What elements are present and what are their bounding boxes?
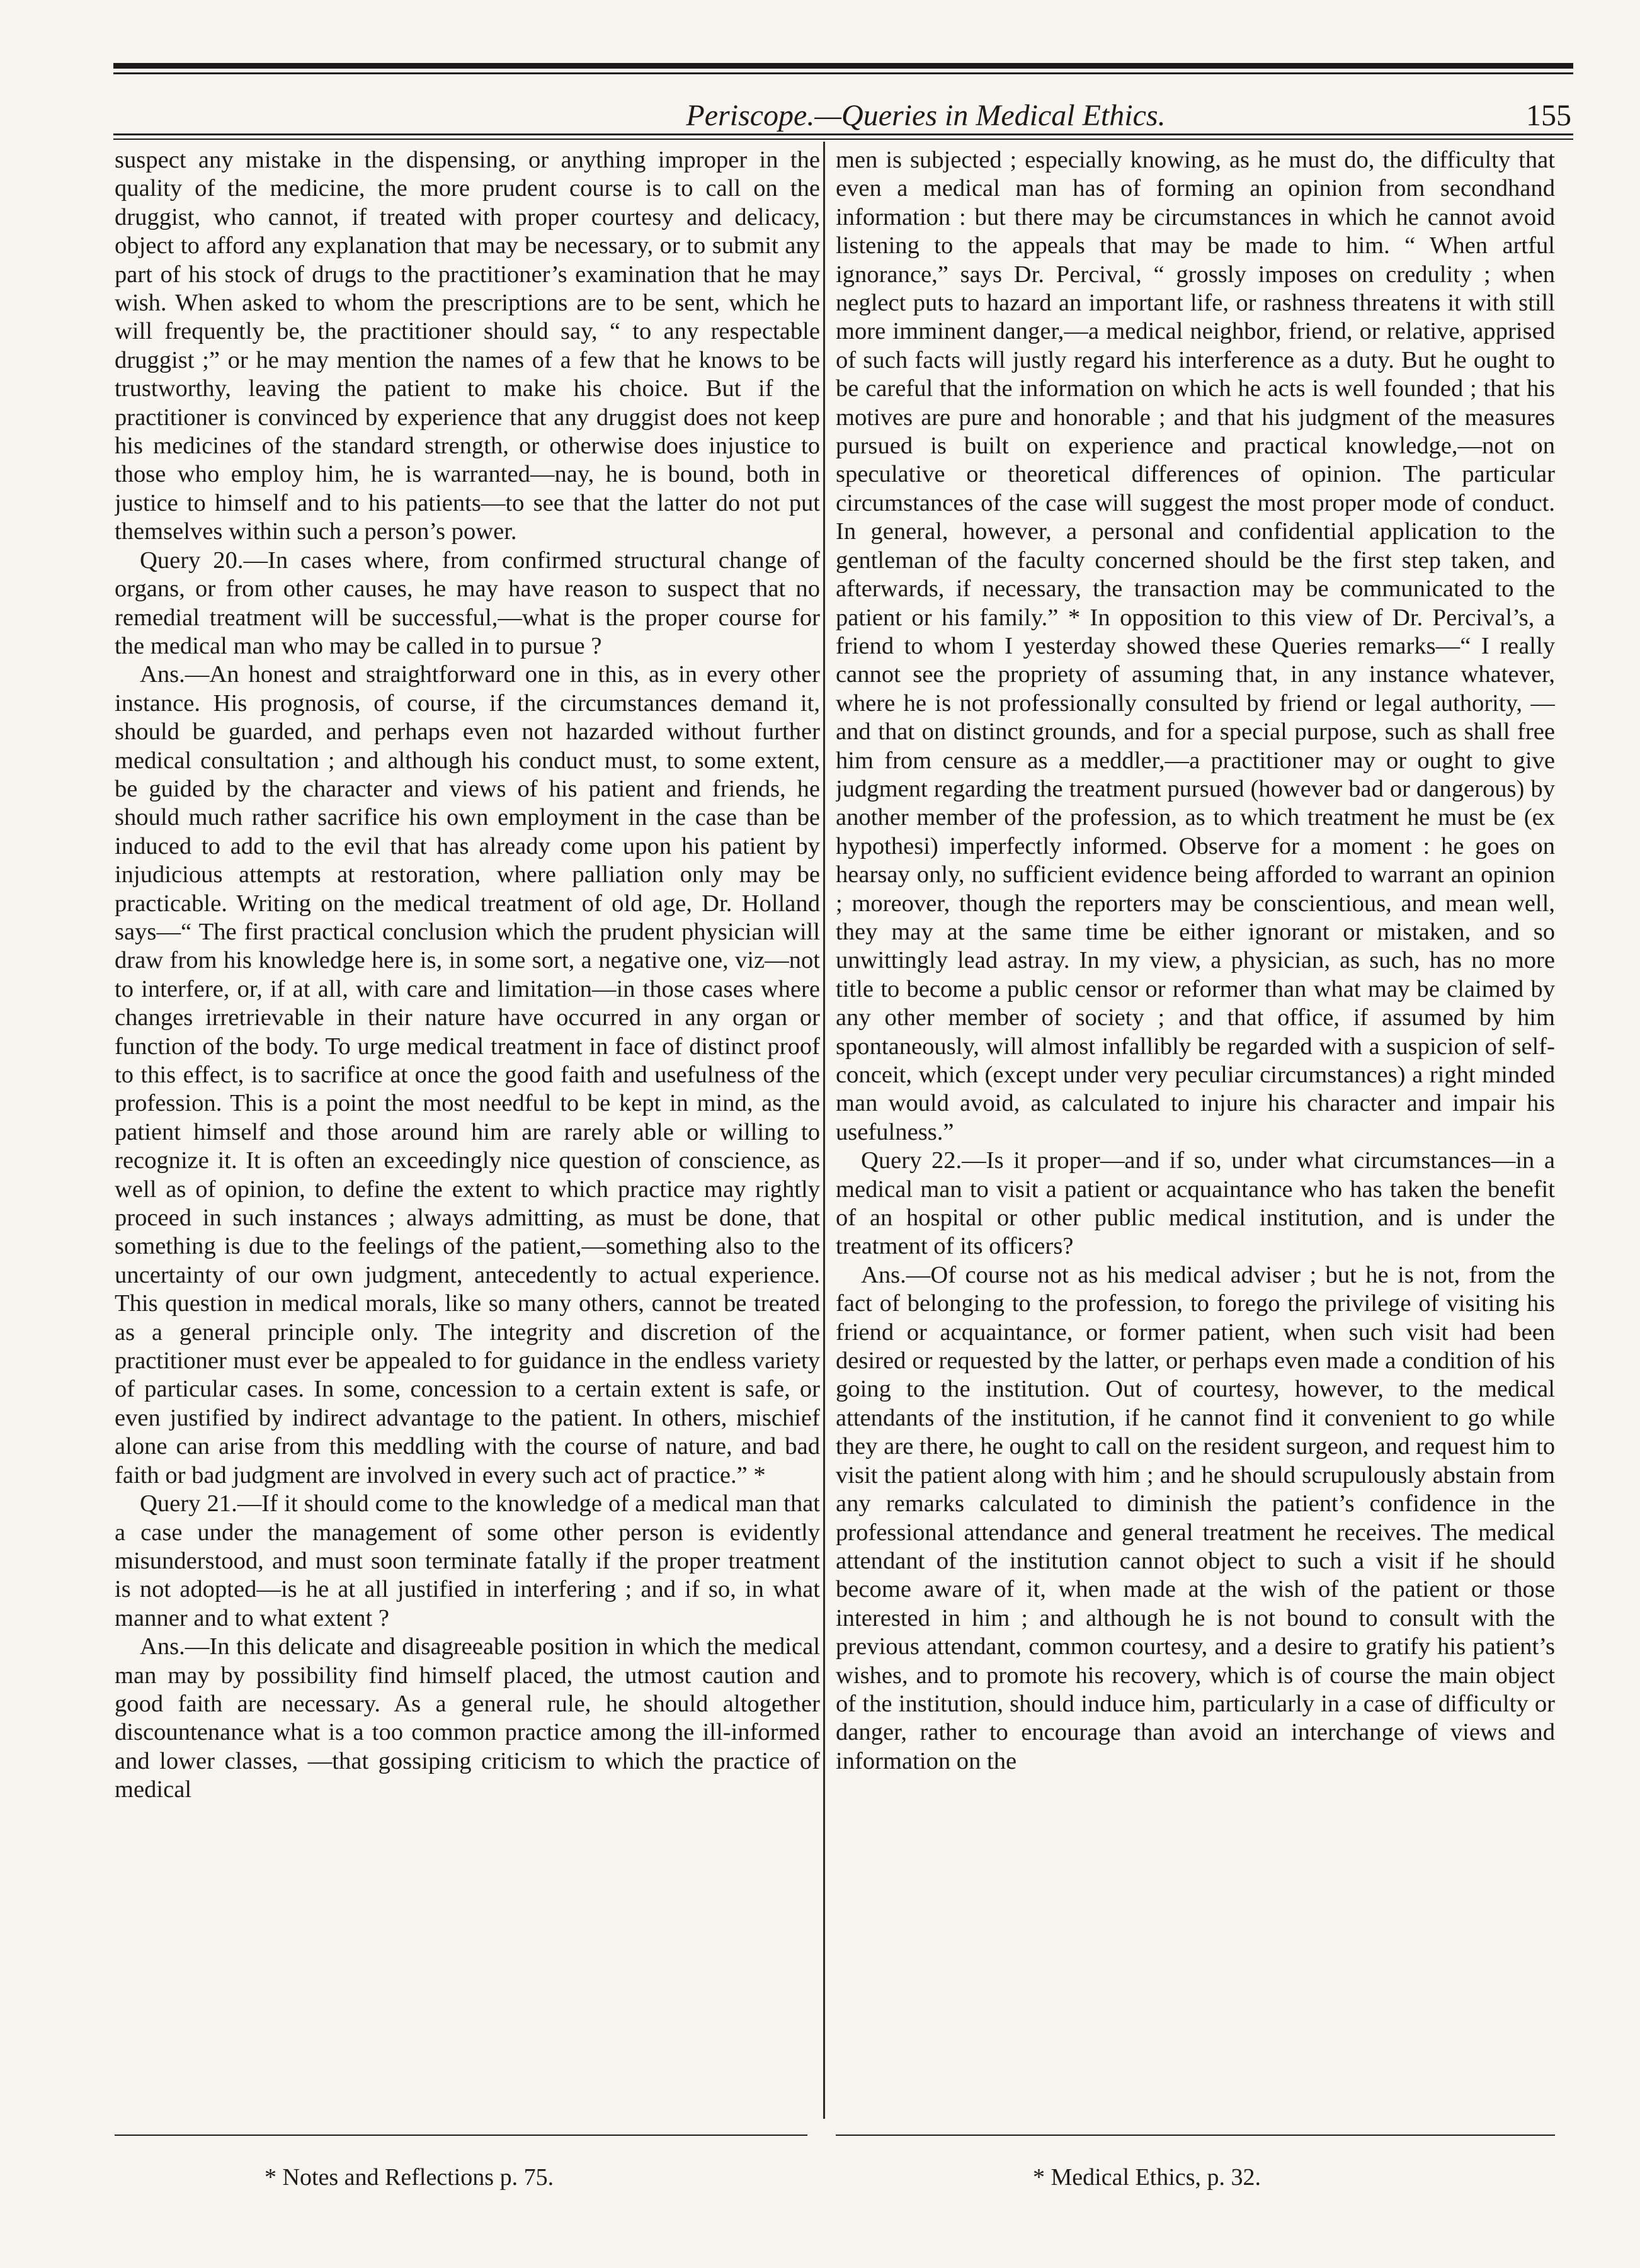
header-rule-upper [113,133,1573,135]
footnote-rule-left [115,2135,807,2136]
top-rule-thin [113,72,1573,74]
paragraph-answer: Ans.—An honest and straightforward one in this, as in every other instance. His prognosis, of course, if the circumstances demand it, should be guarded, and perhaps even not hazarded without further medical consultation ; and although his conduct must, to some extent, be guided by the character and views of his patient and friends, he should much rather sacrifice his own employment in the case than be induced to add to the evil that has already come upon his patient by injudicious attempts at restoration, where palliation only may be practicable. Writing on the medical treatment of old age, Dr. Holland says—“ The first practical conclusion which the prudent physician will draw from his knowledge here is, in some sort, a negative one, viz—not to interfere, or, if at all, with care and limitation—in those cases where changes irretrievable in their nature have occurred in any organ or function of the body. To urge medical treatment in face of distinct proof to this effect, is to sacrifice at once the good faith and usefulness of the profession. This is a point the most needful to be kept in mind, as the patient himself and those around him are rarely able or willing to recognize it. It is often an exceedingly nice question of conscience, as well as of opinion, to define the extent to which practice may rightly proceed in such instances ; always admitting, as must be done, that something is due to the feelings of the patient,—something also to the uncertainty of our own judgment, antecedently to actual experience. This question in medical morals, like so many others, cannot be treated as a general principle only. The integrity and discretion of the practitioner must ever be appealed to for guidance in the endless variety of particular cases. In some, concession to a certain extent is safe, or even justified by indirect advantage to the patient. In others, mischief alone can arise from this meddling with the course of nature, and bad faith or bad judgment are involved in every such act of practice.” * [115,661,820,1488]
paragraph-query-22: Query 22.—Is it proper—and if so, under what circumstances—in a medical man to visit a patient or acquaintance who has taken the benefit of an hospital or other public medical institution, and is under the treatment of its officers? [836,1147,1555,1260]
paragraph-answer: Ans.—Of course not as his medical adviser ; but he is not, from the fact of belonging to the profession, to forego the privilege of visiting his friend or acquaintance, or former patient, when such visit had been desired or requested by the latter, or perhaps even made a condition of his going to the institution. Out of courtesy, however, to the medical attendants of the institution, if he cannot find it convenient to go while they are there, he ought to call on the resident surgeon, and request him to visit the patient along with him ; and he should scrupulously abstain from any remarks calculated to diminish the patient’s confidence in the professional attendance and general treatment he receives. The medical attendant of the institution cannot object to such a visit if he should become aware of it, when made at the wish of the patient or those interested in him ; and although he is not bound to consult with the previous attendant, common courtesy, and a desire to gratify his patient’s wishes, and to promote his recovery, which is of course the main object of the institution, should induce him, particularly in a case of difficulty or danger, rather to encourage than avoid an interchange of views and information on the [836,1261,1555,1774]
page-number: 155 [1526,99,1571,132]
paragraph-answer: Ans.—In this delicate and disagreeable position in which the medical man may by possibility find himself placed, the utmost caution and good faith are necessary. As a general rule, he should altogether discountenance what is a too common practice among the ill-informed and lower classes, —that gossiping criticism to which the practice of medical [115,1633,820,1803]
paragraph-query-20: Query 20.—In cases where, from confirmed structural change of organs, or from other causes, he may have reason to suspect that no remedial treatment will be successful,—what is the proper course for the medical man who may be called in to pursue ? [115,547,820,659]
paragraph: men is subjected ; especially knowing, as he must do, the difficulty that even a medical man has of forming an opinion from secondhand information : but there may be circumstances in which he cannot avoid listening to the appeals that may be made to him. “ When artful ignorance,” says Dr. Percival, “ grossly imposes on credulity ; when neglect puts to hazard an important life, or rashness threatens it with still more imminent danger,—a medical neighbor, friend, or relative, apprised of such facts will justly regard his interference as a duty. But he ought to be careful that the information on which he acts is well founded ; that his motives are pure and honorable ; and that his judgment of the measures pursued is built on experience and practical knowledge,—not on speculative or theoretical differences of opinion. The particular circumstances of the case will suggest the most proper mode of conduct. In general, however, a personal and confidential application to the gentleman of the faculty concerned should be the first step taken, and afterwards, if necessary, the transaction may be communicated to the patient or his family.” * In opposition to this view of Dr. Percival’s, a friend to whom I yesterday showed these Queries remarks—“ I really cannot see the propriety of assuming that, in any instance whatever, where he is not professionally consulted by friend or legal authority, —and that on distinct grounds, and for a special purpose, such as shall free him from censure as a meddler,—a practitioner may or ought to give judgment regarding the treatment pursued (however bad or dangerous) by another member of the profession, as to which treatment he must be (ex hypothesi) imperfectly informed. Observe for a moment : he goes on hearsay only, no sufficient evidence being afforded to warrant an opinion ; moreover, though the reporters may be conscientious, and mean well, they may at the same time be either ignorant or mistaken, and so unwittingly lead astray. In my view, a physician, as such, has no more title to become a public censor or reformer than what may be claimed by any other member of society ; and that office, if assumed by him spontaneously, will almost infallibly be regarded with a suspicion of self-conceit, which (except under very peculiar circumstances) a right minded man would avoid, as calculated to injure his character and impair his usefulness.” [836,147,1555,1145]
right-column [836,146,1555,2136]
left-column [115,146,820,2136]
footnote-right: * Medical Ethics, p. 32. [1033,2164,1261,2191]
paragraph: suspect any mistake in the dispensing, or anything improper in the quality of the medicine, the more prudent course is to call on the druggist, who cannot, if treated with proper courtesy and delicacy, object to afford any explanation that may be necessary, or to submit any part of his stock of drugs to the practitioner’s examination that he may wish. When asked to whom the prescriptions are to be sent, which he will frequently be, the practitioner should say, “ to any respectable druggist ;” or he may mention the names of a few that he knows to be trustworthy, leaving the patient to make his choice. But if the practitioner is convinced by experience that any druggist does not keep his medicines of the standard strength, or otherwise does injustice to those who employ him, he is warranted—nay, he is bound, both in justice to himself and to his patients—to see that the latter do not put themselves within such a person’s power. [115,147,820,545]
footnote-rule-right [836,2135,1555,2136]
top-rule-thick [113,63,1573,69]
paragraph-query-21: Query 21.—If it should come to the knowledge of a medical man that a case under the management of some other person is evidently misunderstood, and must soon terminate fatally if the proper treatment is not adopted—is he at all justified in interfering ; and if so, in what manner and to what extent ? [115,1490,820,1631]
running-head: Periscope.—Queries in Medical Ethics. [686,99,1166,132]
header-rule-lower [113,139,1573,140]
column-divider [823,142,825,2119]
footnote-left: * Notes and Reflections p. 75. [265,2164,554,2191]
page-header [113,93,1571,139]
